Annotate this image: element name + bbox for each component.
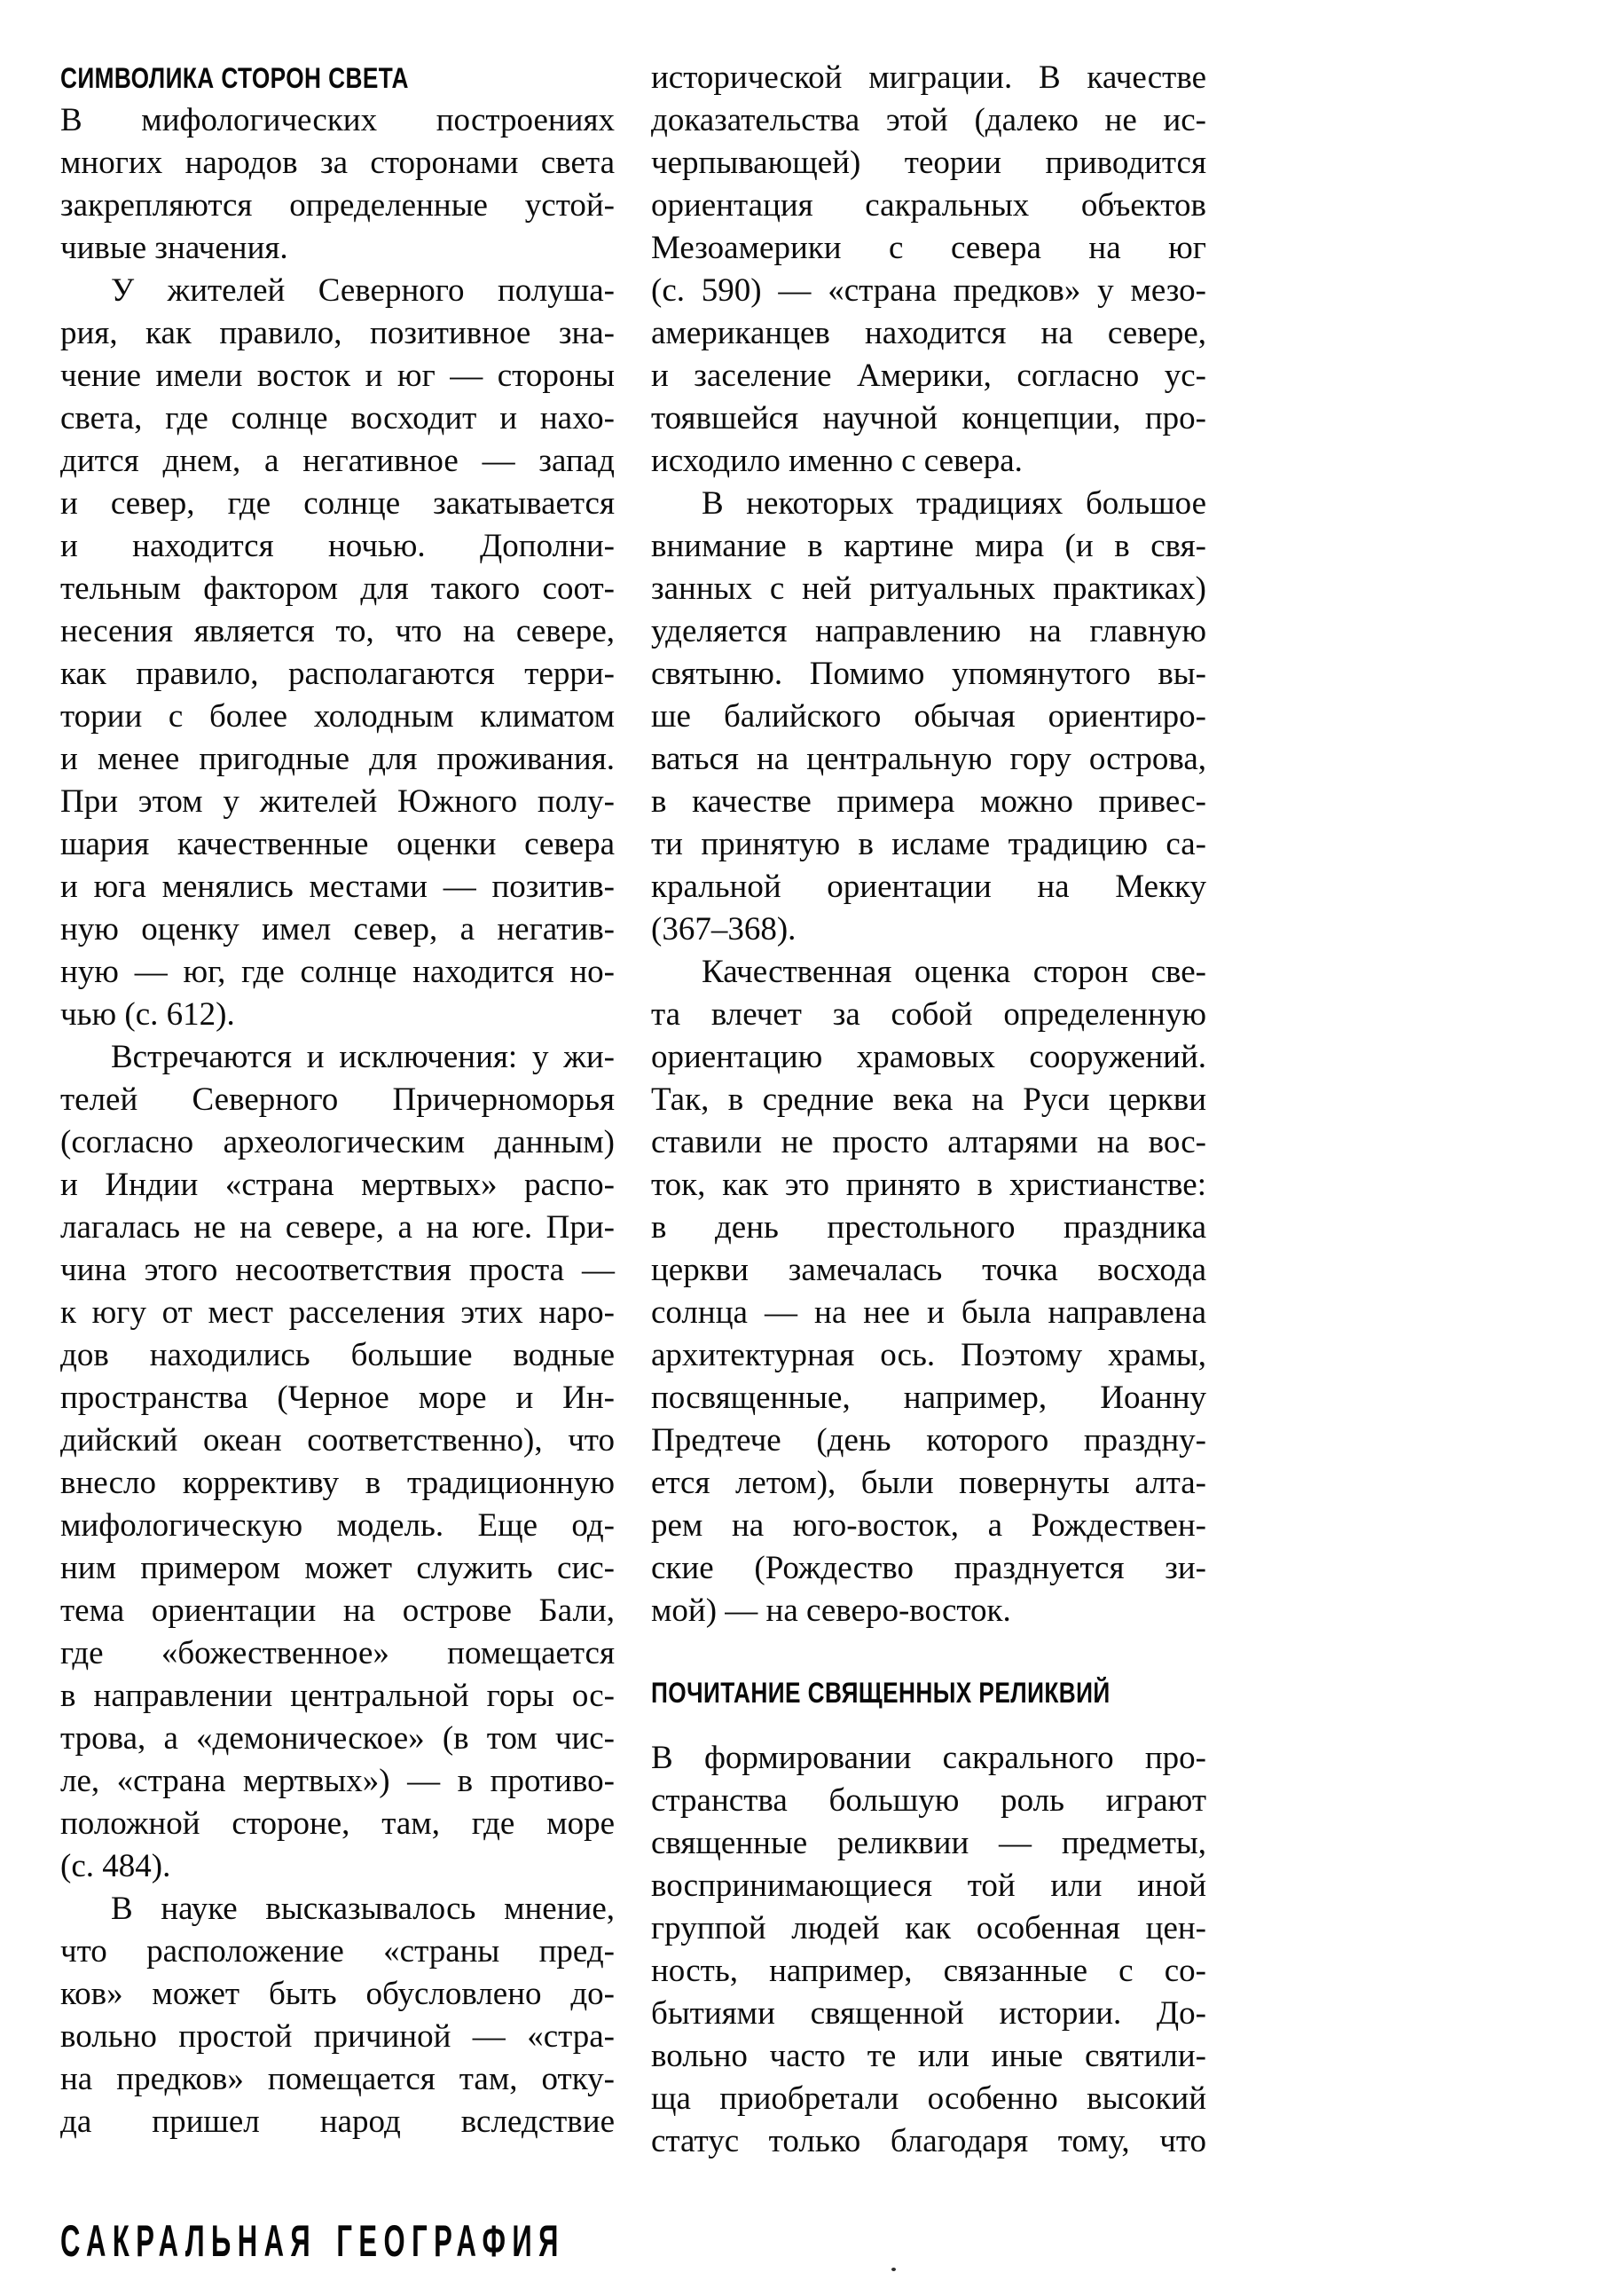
text-line: к югу от мест расселения этих наро-	[60, 1294, 615, 1331]
text-line: телей Северного Причерноморья	[60, 1081, 615, 1118]
text-line: исходило именно с севера.	[651, 443, 1023, 479]
text-line: архитектурная ось. Поэтому храмы,	[651, 1337, 1206, 1373]
text-line: В мифологических построениях	[60, 102, 615, 138]
text-line: ориентация сакральных объектов	[651, 187, 1206, 224]
text-line: ориентацию храмовых сооружений.	[651, 1039, 1206, 1075]
text-line: дийский океан соответственно), что	[60, 1422, 615, 1459]
running-footer-text: САКРАЛЬНАЯ ГЕОГРАФИЯ	[60, 2216, 565, 2266]
text-line: (с. 590) — «страна предков» у мезо-	[651, 272, 1206, 309]
left-column-body	[60, 99, 615, 2143]
text-line: закрепляются определенные устой-	[60, 187, 615, 224]
text-line: Так, в средние века на Руси церкви	[651, 1081, 1206, 1118]
text-line: шария качественные оценки севера	[60, 826, 615, 862]
text-line: в день престольного праздника	[651, 1209, 1206, 1246]
text-line: в направлении центральной горы ос-	[60, 1678, 615, 1714]
text-line: мой) — на северо-восток.	[651, 1592, 1011, 1629]
text-line: что расположение «страны пред-	[60, 1933, 615, 1970]
text-line: трова, а «демоническое» (в том чис-	[60, 1720, 615, 1757]
text-line: Качественная оценка сторон све-	[702, 954, 1206, 990]
text-line: группой людей как особенная цен-	[651, 1910, 1206, 1946]
text-line: и находится ночью. Дополни-	[60, 528, 615, 564]
text-line: При этом у жителей Южного полу-	[60, 783, 615, 820]
text-line: тоявшейся научной концепции, про-	[651, 400, 1206, 436]
text-line: (с. 484).	[60, 1848, 171, 1884]
text-line: и менее пригодные для проживания.	[60, 741, 615, 777]
text-line: чивые значения.	[60, 230, 288, 266]
section-heading-symbolism	[60, 57, 615, 99]
text-line: положной стороне, там, где море	[60, 1805, 615, 1842]
text-line: несения является то, что на севере,	[60, 613, 615, 649]
text-line: ше балийского обычая ориентиро-	[651, 698, 1206, 735]
text-line: ную — юг, где солнце находится но-	[60, 954, 615, 990]
text-line: бытиями священной истории. До-	[651, 1995, 1206, 2032]
text-line: ним примером может служить сис-	[60, 1550, 615, 1586]
text-line: света, где солнце восходит и нахо-	[60, 400, 615, 436]
text-line: ские (Рождество празднуется зи-	[651, 1550, 1206, 1586]
text-line: внимание в картине мира (и в свя-	[651, 528, 1206, 564]
right-column	[651, 57, 1206, 2163]
text-line: американцев находится на севере,	[651, 315, 1206, 351]
text-line: тельным фактором для такого соот-	[60, 570, 615, 607]
text-line: исторической миграции. В качестве	[651, 59, 1206, 96]
text-line: воспринимающиеся той или иной	[651, 1867, 1206, 1904]
section-heading-relics-text: ПОЧИТАНИЕ СВЯЩЕННЫХ РЕЛИКВИЙ	[651, 1677, 1111, 1709]
text-line: как правило, располагаются терри-	[60, 656, 615, 692]
right-column-body-top	[651, 57, 1206, 1632]
text-line: ти принятую в исламе традицию са-	[651, 826, 1206, 862]
text-line: чина этого несоответствия проста —	[60, 1252, 615, 1288]
text-line: В некоторых традициях большое	[702, 485, 1206, 522]
text-line: вольно простой причиной — «стра-	[60, 2018, 615, 2055]
section-heading-relics	[651, 1671, 1206, 1714]
text-line: ставили не просто алтарями на вос-	[651, 1124, 1206, 1160]
text-line: чью (с. 612).	[60, 996, 235, 1033]
text-line: В науке высказывалось мнение,	[111, 1891, 615, 1927]
text-line: посвященные, например, Иоанну	[651, 1380, 1206, 1416]
text-line: и Индии «страна мертвых» распо-	[60, 1167, 615, 1203]
text-line: пространства (Черное море и Ин-	[60, 1380, 615, 1416]
text-line: кральной ориентации на Мекку	[651, 869, 1206, 905]
text-line: дится днем, а негативное — запад	[60, 443, 615, 479]
text-line: священные реликвии — предметы,	[651, 1825, 1206, 1861]
text-line: ков» может быть обусловлено до-	[60, 1976, 615, 2012]
text-line: в качестве примера можно привес-	[651, 783, 1206, 820]
text-line: У жителей Северного полуша-	[111, 272, 615, 309]
left-column	[60, 57, 615, 2143]
text-line: где «божественное» помещается	[60, 1635, 615, 1671]
text-line: (согласно археологическим данным)	[60, 1124, 615, 1160]
text-line: и юга менялись местами — позитив-	[60, 869, 615, 905]
scan-speck-artifact	[891, 2268, 896, 2271]
running-footer	[60, 2216, 875, 2266]
text-line: чение имели восток и юг — стороны	[60, 358, 615, 394]
text-line: и север, где солнце закатывается	[60, 485, 615, 522]
text-line: мифологическую модель. Еще од-	[60, 1507, 615, 1544]
text-line: занных с ней ритуальных практиках)	[651, 570, 1206, 607]
text-line: ность, например, связанные с со-	[651, 1953, 1206, 1989]
text-line: рия, как правило, позитивное зна-	[60, 315, 615, 351]
text-line: ную оценку имел север, а негатив-	[60, 911, 615, 947]
right-column-body-bottom	[651, 1737, 1206, 2163]
text-line: тема ориентации на острове Бали,	[60, 1592, 615, 1629]
text-line: дов находились большие водные	[60, 1337, 615, 1373]
text-line: та влечет за собой определенную	[651, 996, 1206, 1033]
text-line: и заселение Америки, согласно ус-	[651, 358, 1206, 394]
text-line: доказательства этой (далеко не ис-	[651, 102, 1206, 138]
text-line: Встречаются и исключения: у жи-	[111, 1039, 615, 1075]
text-line: внесло коррективу в традиционную	[60, 1465, 615, 1501]
text-line: да пришел народ вследствие	[60, 2103, 615, 2140]
text-line: В формировании сакрального про-	[651, 1740, 1206, 1776]
text-line: солнца — на нее и была направлена	[651, 1294, 1206, 1331]
text-line: ле, «страна мертвых») — в противо-	[60, 1763, 615, 1799]
text-line: Предтече (день которого праздну-	[651, 1422, 1206, 1459]
text-line: вольно часто те или иные святили-	[651, 2038, 1206, 2074]
text-line: странства большую роль играют	[651, 1782, 1206, 1819]
text-line: Мезоамерики с севера на юг	[651, 230, 1206, 266]
text-line: церкви замечалась точка восхода	[651, 1252, 1206, 1288]
text-line: тории с более холодным климатом	[60, 698, 615, 735]
text-line: уделяется направлению на главную	[651, 613, 1206, 649]
text-line: ща приобретали особенно высокий	[651, 2080, 1206, 2117]
text-line: на предков» помещается там, отку-	[60, 2061, 615, 2097]
text-line: рем на юго-восток, а Рождествен-	[651, 1507, 1206, 1544]
section-heading-symbolism-text: СИМВОЛИКА СТОРОН СВЕТА	[60, 62, 409, 94]
text-line: лагалась не на севере, а на юге. При-	[60, 1209, 615, 1246]
text-line: святыню. Помимо упомянутого вы-	[651, 656, 1206, 692]
text-line: ваться на центральную гору острова,	[651, 741, 1206, 777]
text-line: черпывающей) теории приводится	[651, 145, 1206, 181]
text-line: статус только благодаря тому, что	[651, 2123, 1206, 2159]
text-line: многих народов за сторонами света	[60, 145, 615, 181]
text-line: (367–368).	[651, 911, 797, 947]
text-line: ется летом), были повернуты алта-	[651, 1465, 1206, 1501]
text-line: ток, как это принято в христианстве:	[651, 1167, 1206, 1203]
